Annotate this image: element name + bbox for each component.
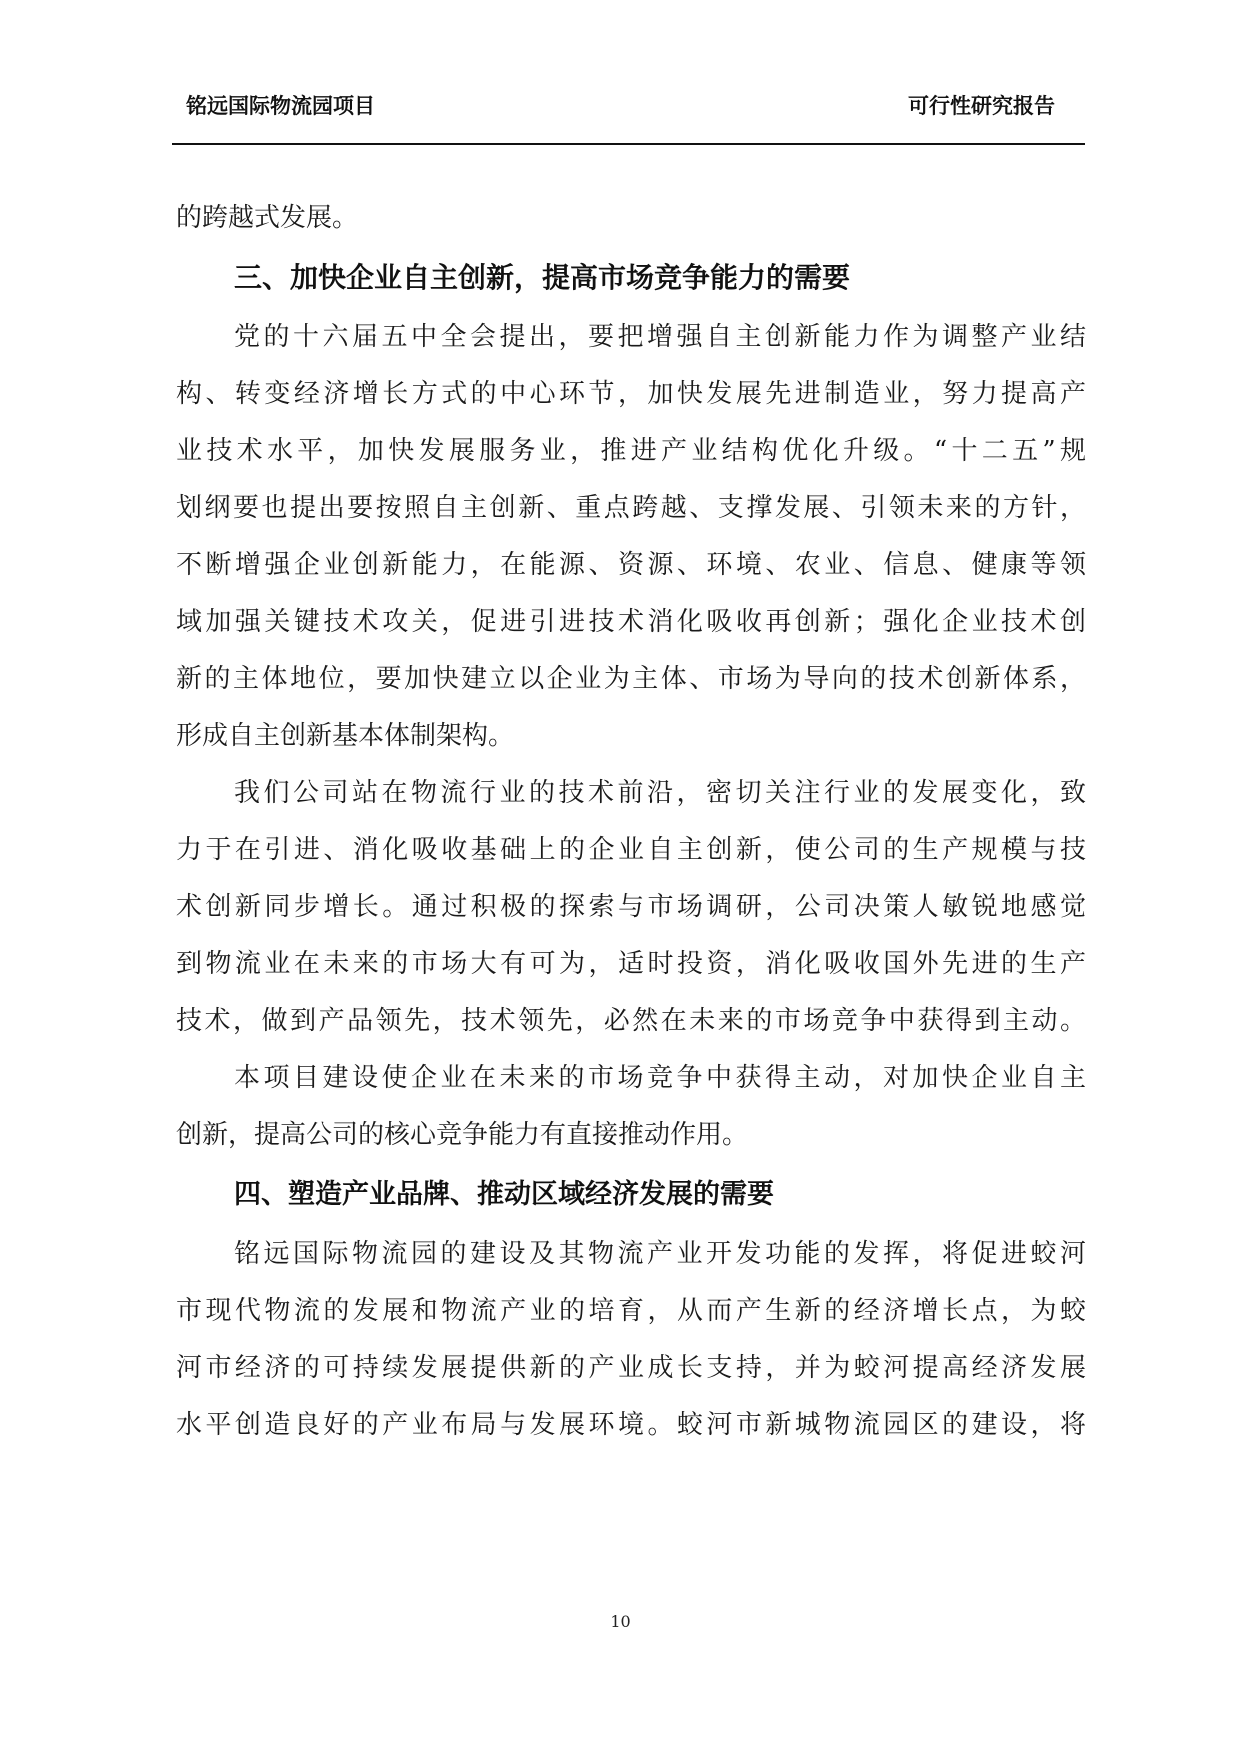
document-body: [176, 190, 1086, 1454]
paragraph-line: 划纲要也提出要按照自主创新、重点跨越、支撑发展、引领未来的方针，: [176, 493, 1086, 523]
paragraph-line: 业技术水平，加快发展服务业，推进产业结构优化升级。“十二五”规: [176, 436, 1086, 466]
paragraph-line: 铭远国际物流园的建设及其物流产业开发功能的发挥，将促进蛟河: [234, 1239, 1086, 1269]
paragraph-line: 域加强关键技术攻关，促进引进技术消化吸收再创新；强化企业技术创: [176, 607, 1086, 637]
paragraph-line: 的跨越式发展。: [176, 203, 359, 233]
page-header: [172, 90, 1069, 120]
header-project-title: 铭远国际物流园项目: [186, 94, 375, 118]
paragraph-line: 我们公司站在物流行业的技术前沿，密切关注行业的发展变化，致: [234, 778, 1086, 808]
paragraph-line: 形成自主创新基本体制架构。: [176, 721, 515, 751]
header-divider: [172, 143, 1085, 145]
page-number: 10: [610, 1612, 631, 1631]
paragraph-line: 技术，做到产品领先，技术领先，必然在未来的市场竞争中获得到主动。: [176, 1006, 1086, 1036]
paragraph-line: 术创新同步增长。通过积极的探索与市场调研，公司决策人敏锐地感觉: [176, 892, 1086, 922]
paragraph-line: 到物流业在未来的市场大有可为，适时投资，消化吸收国外先进的生产: [176, 949, 1086, 979]
section-heading-4: 四、塑造产业品牌、推动区域经济发展的需要: [234, 1179, 774, 1210]
paragraph-line: 本项目建设使企业在未来的市场竞争中获得主动，对加快企业自主: [234, 1063, 1086, 1093]
paragraph-line: 力于在引进、消化吸收基础上的企业自主创新，使公司的生产规模与技: [176, 835, 1086, 865]
paragraph-line: 水平创造良好的产业布局与发展环境。蛟河市新城物流园区的建设，将: [176, 1410, 1086, 1440]
section-heading-3: 三、加快企业自主创新，提高市场竞争能力的需要: [234, 261, 851, 294]
paragraph-line: 不断增强企业创新能力，在能源、资源、环境、农业、信息、健康等领: [176, 550, 1086, 580]
header-report-type: 可行性研究报告: [908, 94, 1055, 118]
paragraph-line: 党的十六届五中全会提出，要把增强自主创新能力作为调整产业结: [234, 322, 1086, 352]
paragraph-line: 市现代物流的发展和物流产业的培育，从而产生新的经济增长点，为蛟: [176, 1296, 1086, 1326]
paragraph-line: 河市经济的可持续发展提供新的产业成长支持，并为蛟河提高经济发展: [176, 1353, 1086, 1383]
paragraph-line: 新的主体地位，要加快建立以企业为主体、市场为导向的技术创新体系，: [176, 664, 1086, 694]
paragraph-line: 构、转变经济增长方式的中心环节，加快发展先进制造业，努力提高产: [176, 379, 1086, 409]
paragraph-line: 创新，提高公司的核心竞争能力有直接推动作用。: [176, 1120, 749, 1150]
